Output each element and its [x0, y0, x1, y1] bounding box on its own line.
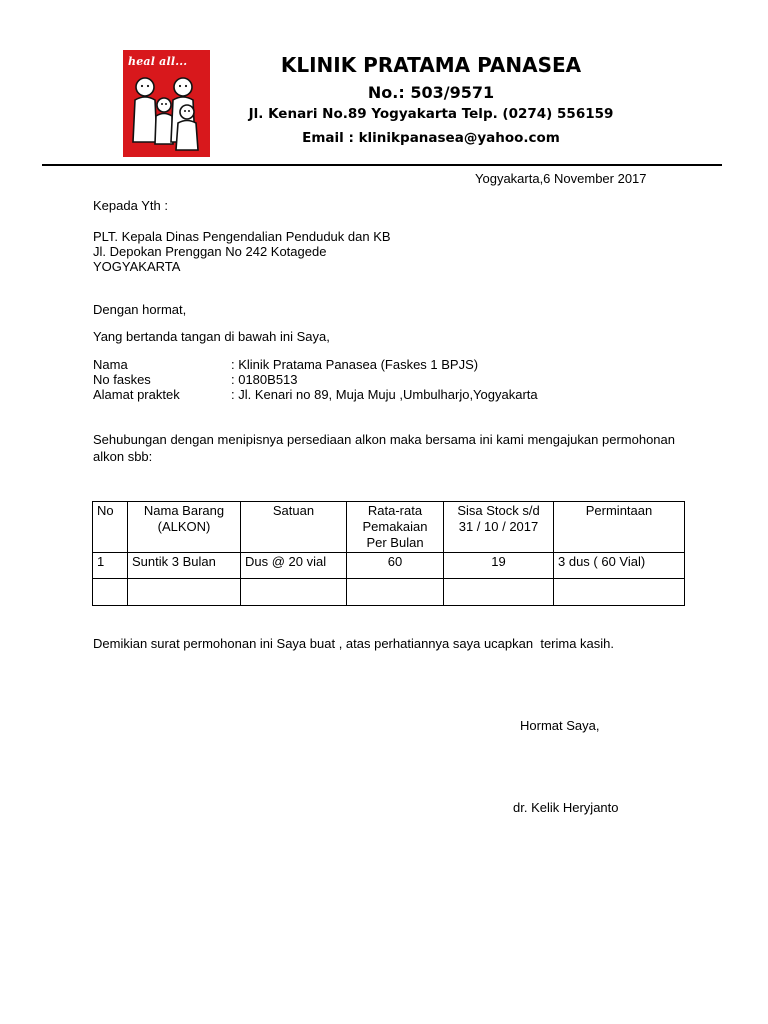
identity-label: No faskes	[93, 372, 151, 387]
alkon-request-table	[92, 501, 685, 606]
table-cell	[241, 579, 347, 606]
header-average-usage: Rata-rata Pemakaian Per Bulan	[347, 502, 444, 553]
identity-value: : Jl. Kenari no 89, Muja Muju ,Umbulharjo,Yogyakarta	[231, 387, 538, 402]
header-divider	[42, 164, 722, 166]
table-cell: 3 dus ( 60 Vial)	[554, 553, 685, 579]
table-cell	[347, 579, 444, 606]
recipient-line: Jl. Depokan Prenggan No 242 Kotagede	[93, 244, 327, 259]
identity-label: Alamat praktek	[93, 387, 180, 402]
recipient-line: PLT. Kepala Dinas Pengendalian Penduduk dan KB	[93, 229, 391, 244]
header-no: No	[93, 502, 128, 553]
table-cell	[128, 579, 241, 606]
table-cell	[554, 579, 685, 606]
logo-text: heal all...	[128, 55, 188, 68]
to-label: Kepada Yth :	[93, 198, 168, 213]
body-paragraph: Sehubungan dengan menipisnya persediaan alkon maka bersama ini kami mengajukan permohonan alkon sbb:	[93, 432, 675, 464]
header-unit: Satuan	[241, 502, 347, 553]
identity-value: : Klinik Pratama Panasea (Faskes 1 BPJS)	[231, 357, 479, 372]
table-header-row	[93, 502, 685, 553]
table-cell: 19	[444, 553, 554, 579]
closing-text: Demikian surat permohonan ini Saya buat , atas perhatiannya saya ucapkan terima kasih.	[93, 636, 615, 651]
table-cell: 60	[347, 553, 444, 579]
intro-text: Yang bertanda tangan di bawah ini Saya,	[93, 329, 330, 344]
header-request: Permintaan	[554, 502, 685, 553]
letter-date: Yogyakarta,6 November 2017	[475, 171, 647, 186]
table-cell: Dus @ 20 vial	[241, 553, 347, 579]
regards-text: Hormat Saya,	[520, 718, 600, 733]
identity-label: Nama	[93, 357, 128, 372]
header-item-name: Nama Barang (ALKON)	[128, 502, 241, 553]
clinic-email: Email : klinikpanasea@yahoo.com	[302, 130, 560, 146]
identity-value: : 0180B513	[231, 372, 298, 387]
clinic-name: KLINIK PRATAMA PANASEA	[280, 53, 582, 77]
greeting: Dengan hormat,	[93, 302, 187, 317]
recipient-line: YOGYAKARTA	[93, 259, 181, 274]
header-remaining-stock: Sisa Stock s/d 31 / 10 / 2017	[444, 502, 554, 553]
clinic-address: Jl. Kenari No.89 Yogyakarta Telp. (0274) 556159	[248, 106, 614, 122]
table-cell	[93, 579, 128, 606]
table-cell: Suntik 3 Bulan	[128, 553, 241, 579]
table-row	[93, 579, 685, 606]
table-cell	[444, 579, 554, 606]
table-row	[93, 553, 685, 579]
letter-number: No.: 503/9571	[367, 83, 495, 102]
signer-name: dr. Kelik Heryjanto	[513, 800, 619, 815]
table-cell: 1	[93, 553, 128, 579]
